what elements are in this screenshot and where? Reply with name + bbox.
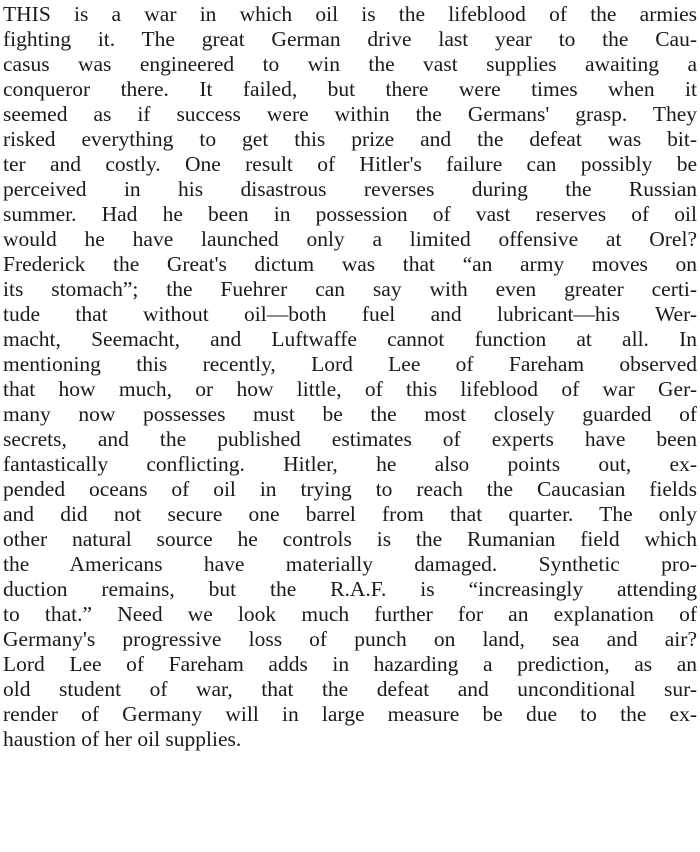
text-line-30: haustion of her oil supplies. bbox=[3, 727, 242, 751]
text-line-11: Frederick the Great's dictum was that “an army moves on bbox=[3, 252, 697, 276]
text-line-27: Lord Lee of Fareham adds in hazarding a prediction, as an bbox=[3, 652, 697, 676]
text-line-19: fantastically conflicting. Hitler, he also points out, ex- bbox=[3, 452, 697, 476]
text-line-29: render of Germany will in large measure be due to the ex- bbox=[3, 702, 697, 726]
text-line-7: ter and costly. One result of Hitler's failure can possibly be bbox=[3, 152, 697, 176]
text-line-22: other natural source he controls is the Rumanian field which bbox=[3, 527, 697, 551]
text-line-10: would he have launched only a limited offensive at Orel? bbox=[3, 227, 697, 251]
text-line-26: Germany's progressive loss of punch on land, sea and air? bbox=[3, 627, 697, 651]
text-line-2: fighting it. The great German drive last year to the Cau- bbox=[3, 27, 697, 51]
text-line-8: perceived in his disastrous reverses during the Russian bbox=[3, 177, 697, 201]
text-line-6: risked everything to get this prize and the defeat was bit- bbox=[3, 127, 697, 151]
text-line-5: seemed as if success were within the Germans' grasp. They bbox=[3, 102, 697, 126]
text-line-24: duction remains, but the R.A.F. is “increasingly attending bbox=[3, 577, 697, 601]
text-line-14: macht, Seemacht, and Luftwaffe cannot function at all. In bbox=[3, 327, 697, 351]
text-line-20: pended oceans of oil in trying to reach the Caucasian fields bbox=[3, 477, 697, 501]
text-line-12: its stomach”; the Fuehrer can say with even greater certi- bbox=[3, 277, 697, 301]
text-line-3: casus was engineered to win the vast supplies awaiting a bbox=[3, 52, 697, 76]
text-line-15: mentioning this recently, Lord Lee of Fareham observed bbox=[3, 352, 697, 376]
text-line-16: that how much, or how little, of this lifeblood of war Ger- bbox=[3, 377, 697, 401]
text-line-21: and did not secure one barrel from that quarter. The only bbox=[3, 502, 697, 526]
text-line-28: old student of war, that the defeat and unconditional sur- bbox=[3, 677, 697, 701]
article-body bbox=[3, 2, 697, 752]
text-line-1: THIS is a war in which oil is the lifeblood of the armies bbox=[3, 2, 697, 26]
text-line-4: conqueror there. It failed, but there were times when it bbox=[3, 77, 697, 101]
text-line-13: tude that without oil—both fuel and lubricant—his Wer- bbox=[3, 302, 697, 326]
text-line-18: secrets, and the published estimates of experts have been bbox=[3, 427, 697, 451]
text-line-25: to that.” Need we look much further for an explanation of bbox=[3, 602, 697, 626]
text-line-17: many now possesses must be the most closely guarded of bbox=[3, 402, 697, 426]
text-line-23: the Americans have materially damaged. Synthetic pro- bbox=[3, 552, 697, 576]
text-line-9: summer. Had he been in possession of vast reserves of oil bbox=[3, 202, 697, 226]
